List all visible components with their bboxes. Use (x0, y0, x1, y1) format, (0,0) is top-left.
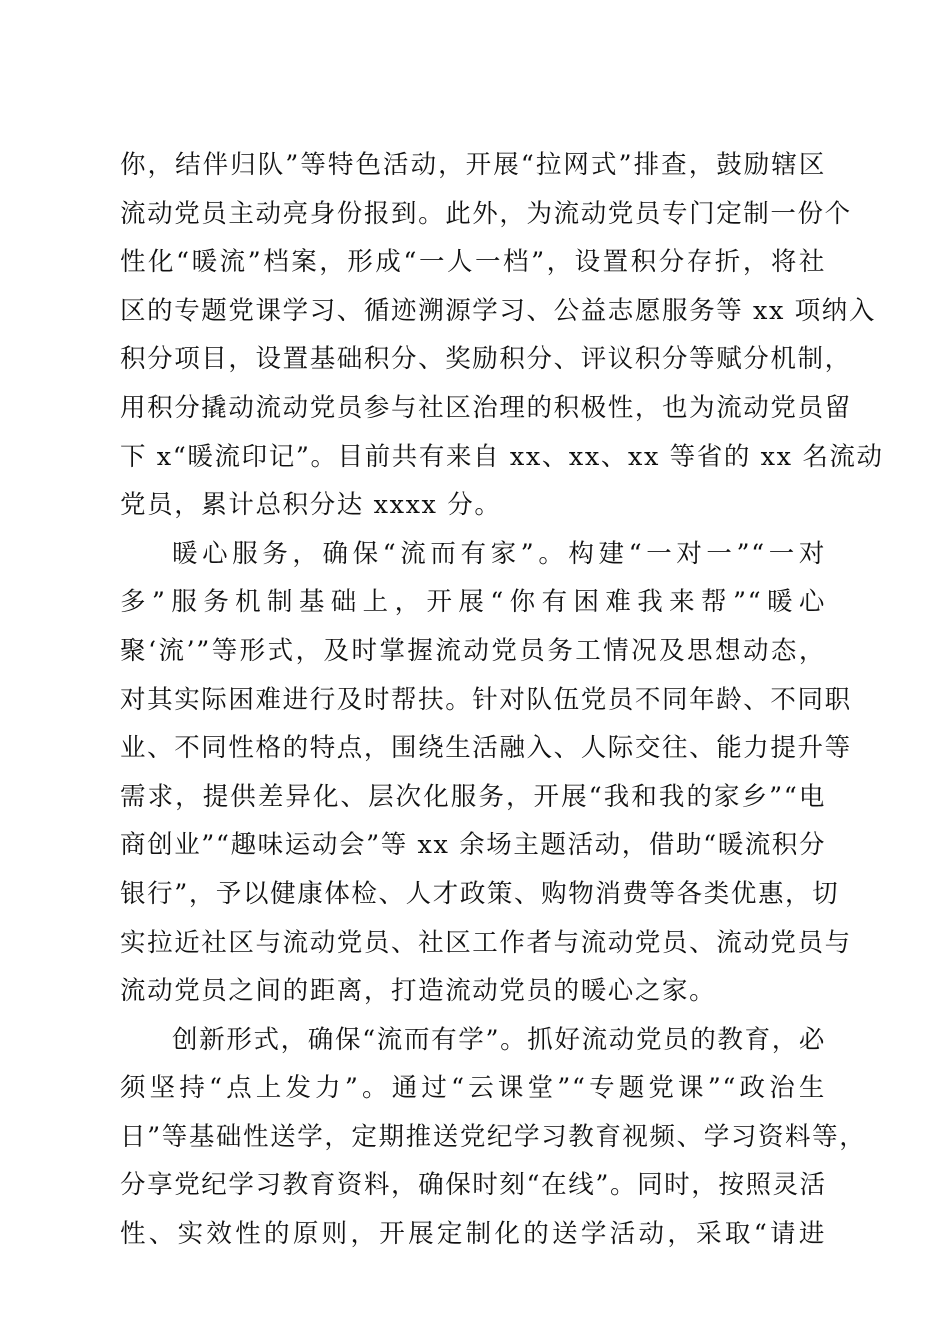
text-line: 日”等基础性送学，定期推送党纪学习教育视频、学习资料等， (120, 1121, 867, 1152)
paragraph-innovation (120, 1016, 867, 1259)
text-line: 需求，提供差异化、层次化服务，开展“我和我的家乡”“电 (120, 781, 826, 812)
text-line: 流动党员之间的距离，打造流动党员的暖心之家。 (120, 976, 717, 1007)
text-line: 商创业”“趣味运动会”等 xx 余场主题活动，借助“暖流积分 (120, 830, 827, 861)
text-line: 区的专题党课学习、循迹溯源学习、公益志愿服务等 xx 项纳入 (120, 295, 876, 326)
text-line: 性化“暖流”档案，形成“一人一档”，设置积分存折，将社 (120, 247, 826, 278)
text-line: 流动党员主动亮身份报到。此外，为流动党员专门定制一份个 (120, 198, 852, 229)
text-line: 多”服务机制基础上，开展“你有困难我来帮”“暖心 (120, 587, 826, 618)
text-line: 你，结伴归队”等特色活动，开展“拉网式”排查，鼓励辖区 (120, 150, 826, 180)
text-line: 实拉近社区与流动党员、社区工作者与流动党员、流动党员与 (120, 927, 852, 958)
text-line: 性、实效性的原则，开展定制化的送学活动，采取“请进 (120, 1219, 826, 1250)
paragraph-warm-service (120, 530, 852, 1016)
text-line: 银行”，予以健康体检、人才政策、购物消费等各类优惠，切 (120, 878, 840, 909)
body-text (120, 141, 884, 1259)
paragraph-registration (120, 141, 884, 530)
text-line: 聚‘流’”等形式，及时掌握流动党员务工情况及思想动态， (120, 635, 826, 666)
text-line: 业、不同性格的特点，围绕生活融入、人际交往、能力提升等 (120, 733, 852, 764)
text-line: 党员，累计总积分达 xxxx 分。 (120, 490, 502, 521)
text-line: 创新形式，确保“流而有学”。抓好流动党员的教育，必 (172, 1024, 826, 1055)
text-line: 下 x“暖流印记”。目前共有来自 xx、xx、xx 等省的 xx 名流动 (120, 441, 884, 472)
text-line: 分享党纪学习教育资料，确保时刻“在线”。同时，按照灵活 (120, 1170, 827, 1201)
text-line: 积分项目，设置基础积分、奖励积分、评议积分等赋分机制， (120, 344, 852, 375)
text-line: 须坚持“点上发力”。通过“云课堂”“专题党课”“政治生 (120, 1073, 826, 1104)
text-line: 对其实际困难进行及时帮扶。针对队伍党员不同年龄、不同职 (120, 684, 852, 715)
text-line: 用积分撬动流动党员参与社区治理的积极性，也为流动党员留 (120, 392, 852, 423)
text-line: 暖心服务，确保“流而有家”。构建“一对一”“一对 (172, 538, 826, 569)
